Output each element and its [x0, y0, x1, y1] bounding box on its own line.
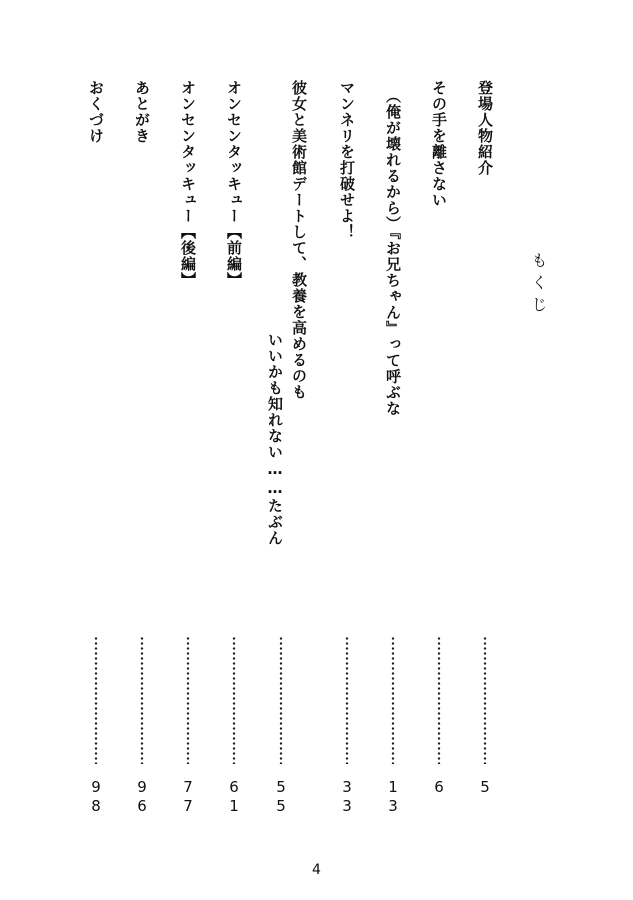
toc-entry-page: 98: [87, 778, 105, 816]
dot-leader: [437, 636, 441, 764]
toc-entry-page: 55: [272, 778, 290, 816]
toc-entry-page: 33: [338, 778, 356, 816]
toc-entry-page: 6: [430, 778, 448, 797]
toc-title: もくじ: [529, 252, 548, 318]
toc-entry-page: 13: [384, 778, 402, 816]
dot-leader: [279, 636, 283, 764]
toc-entry-label: オンセンタッキュー【後編】: [179, 80, 197, 288]
page-number: 4: [312, 862, 321, 878]
dot-leader: [391, 636, 395, 764]
dot-leader: [483, 636, 487, 764]
dot-leader: [186, 636, 190, 764]
toc-entry-page: 96: [133, 778, 151, 816]
dot-leader: [140, 636, 144, 764]
toc-entry-label-continued: いいかも知れない……たぶん: [266, 332, 284, 546]
toc-entry-label: あとがき: [133, 80, 151, 144]
dot-leader: [232, 636, 236, 764]
dot-leader: [94, 636, 98, 764]
toc-entry-label: オンセンタッキュー【前編】: [225, 80, 243, 288]
toc-entry-label: おくづけ: [87, 80, 105, 144]
toc-entry-label: マンネリを打破せよ！: [338, 80, 356, 240]
dot-leader: [345, 636, 349, 764]
toc-entry-label: その手を離さない: [430, 80, 448, 208]
toc-entry-label: （俺が壊れるから）『お兄ちゃん』って呼ぶな: [384, 88, 402, 417]
toc-entry-page: 5: [476, 778, 494, 797]
toc-entry-label: 登場人物紹介: [476, 80, 494, 176]
toc-entry-page: 77: [179, 778, 197, 816]
toc-entry-page: 61: [225, 778, 243, 816]
toc-entry-label: 彼女と美術館デートして、教養を高めるのも: [290, 80, 308, 400]
